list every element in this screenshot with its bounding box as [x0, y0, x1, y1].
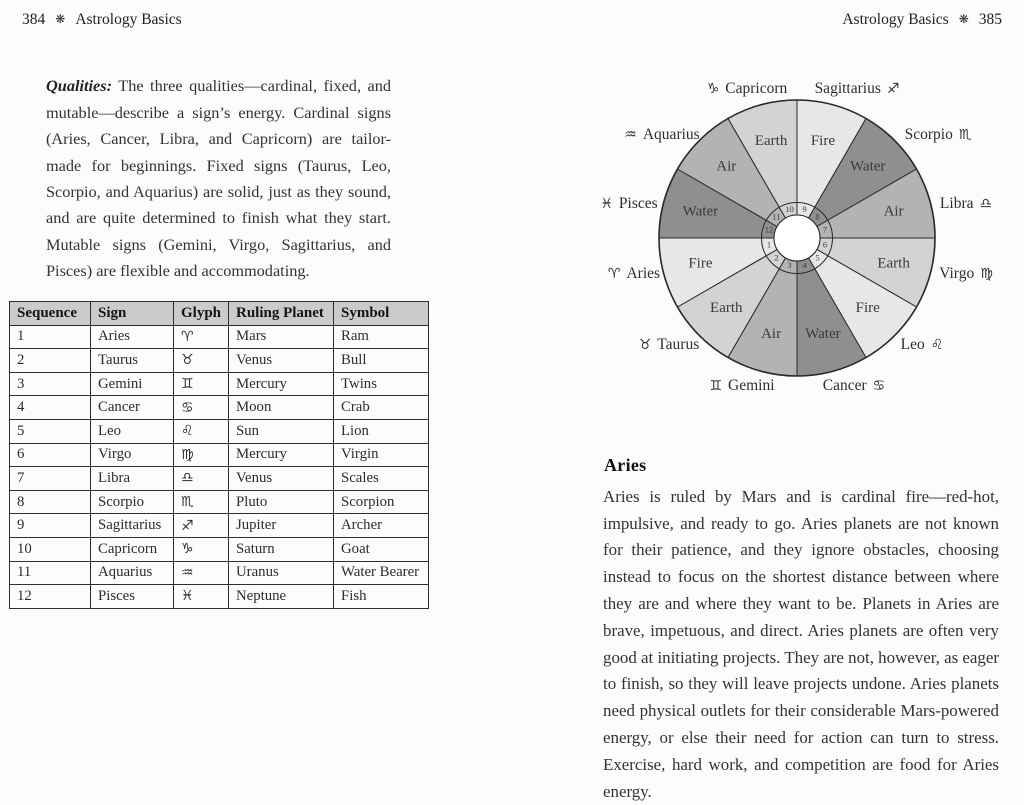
running-head-title-right: Astrology Basics — [842, 11, 949, 28]
table-cell: Crab — [334, 396, 429, 420]
page-number-left: 384 — [22, 11, 46, 28]
taurus-glyph-icon: ♉ — [174, 349, 229, 373]
table-header-ruling-planet: Ruling Planet — [229, 302, 334, 326]
table-cell: Cancer — [91, 396, 174, 420]
table-cell: 12 — [10, 585, 91, 609]
scorpio-glyph-icon: ♏ — [174, 490, 229, 514]
table-cell: Water Bearer — [334, 561, 429, 585]
house-number-2: 2 — [774, 252, 779, 263]
cancer-glyph-icon: ♋ — [872, 378, 886, 394]
table-cell: Scorpio — [91, 490, 174, 514]
aries-section-paragraph: Aries is ruled by Mars and is cardinal fire—red-hot, impulsive, and ready to go. Aries planets are not known for their patience, and they ignore obstacles, choosing instead to focus on the shortest distance between where they are and where they want to be. Planets in Aries are brave, impetuous, and direct. Aries planets are often very good at initiating projects. They are not, however, as eager to finish, so they will leave projects undone. Aries planets need physical outlets for their considerable Mars-powered energy, or else their need for action can turn to stress. Exercise, hard work, and competition are food for Aries energy. — [603, 486, 999, 801]
wheel-label-text: Scorpio — [904, 126, 953, 143]
table-head — [10, 302, 429, 326]
table-cell: Moon — [229, 396, 334, 420]
table-row-taurus — [10, 349, 429, 373]
table-cell: Jupiter — [229, 514, 334, 538]
table-cell: Goat — [334, 537, 429, 561]
aquarius-glyph-icon: ♒ — [624, 127, 637, 143]
table-cell: Archer — [334, 514, 429, 538]
table-row-sagittarius — [10, 514, 429, 538]
house-number-8: 8 — [815, 211, 820, 222]
wheel-label-text: Pisces — [618, 195, 658, 212]
aries-glyph-icon: ♈ — [174, 325, 229, 349]
table-row-leo — [10, 419, 429, 443]
table-cell: 8 — [10, 490, 91, 514]
table-cell: Twins — [334, 372, 429, 396]
table-cell: Aries — [91, 325, 174, 349]
qualities-paragraph — [46, 73, 391, 284]
table-cell: Ram — [334, 325, 429, 349]
aquarius-glyph-icon: ♒ — [174, 561, 229, 585]
table-cell: Libra — [91, 467, 174, 491]
table-header-glyph: Glyph — [174, 302, 229, 326]
table-cell: Gemini — [91, 372, 174, 396]
table-body — [10, 325, 429, 608]
wheel-label-text: Aquarius — [642, 126, 700, 143]
wheel-label-text: Aries — [626, 265, 661, 282]
table-header-sign: Sign — [91, 302, 174, 326]
table-cell: 10 — [10, 537, 91, 561]
table-cell: Fish — [334, 585, 429, 609]
table-cell: Leo — [91, 419, 174, 443]
table-header-symbol: Symbol — [334, 302, 429, 326]
sagittarius-glyph-icon: ♐ — [886, 81, 900, 97]
table-row-scorpio — [10, 490, 429, 514]
house-number-4: 4 — [802, 259, 807, 270]
element-label-air: Air — [716, 158, 737, 175]
table-cell: Virgo — [91, 443, 174, 467]
table-row-capricorn — [10, 537, 429, 561]
table-cell: Virgin — [334, 443, 429, 467]
wheel-label-text: Taurus — [657, 336, 700, 353]
running-head-right — [842, 11, 1002, 29]
house-number-5: 5 — [815, 252, 820, 263]
wheel-label-text: Libra — [939, 195, 974, 212]
table-row-gemini — [10, 372, 429, 396]
capricorn-glyph-icon: ♑ — [174, 537, 229, 561]
table-row-aries — [10, 325, 429, 349]
cancer-glyph-icon: ♋ — [174, 396, 229, 420]
table-row-virgo — [10, 443, 429, 467]
element-label-water: Water — [805, 326, 841, 343]
table-cell: Taurus — [91, 349, 174, 373]
running-head-title-left: Astrology Basics — [75, 11, 182, 28]
wheel-label-cancer — [823, 377, 885, 395]
table-cell: 5 — [10, 419, 91, 443]
flower-ornament-icon: ❋ — [55, 12, 66, 26]
wheel-label-capricorn — [707, 80, 788, 98]
qualities-lead-label: Qualities: — [46, 76, 113, 96]
wheel-label-text: Capricorn — [725, 80, 788, 97]
wheel-label-aquarius — [624, 126, 699, 144]
table-cell: Lion — [334, 419, 429, 443]
page-number-right: 385 — [978, 11, 1002, 28]
element-label-earth: Earth — [710, 300, 743, 317]
table-row-libra — [10, 467, 429, 491]
sagittarius-glyph-icon: ♐ — [174, 514, 229, 538]
table-cell: Venus — [229, 467, 334, 491]
wheel-label-leo — [901, 336, 944, 354]
table-cell: Uranus — [229, 561, 334, 585]
leo-glyph-icon: ♌ — [930, 337, 944, 353]
table-cell: 1 — [10, 325, 91, 349]
element-label-air: Air — [883, 203, 904, 220]
running-head-left — [22, 11, 182, 29]
table-row-aquarius — [10, 561, 429, 585]
pisces-glyph-icon: ♓ — [174, 585, 229, 609]
pisces-glyph-icon: ♓ — [600, 196, 613, 212]
table-cell: Pluto — [229, 490, 334, 514]
house-number-12: 12 — [764, 224, 774, 235]
element-label-earth: Earth — [754, 132, 788, 149]
wheel-label-gemini — [709, 377, 774, 395]
table-cell: Saturn — [229, 537, 334, 561]
wheel-center-circle — [774, 215, 820, 261]
qualities-body-text: The three qualities—cardinal, fixed, and mutable—describe a sign’s energy. Cardinal signs (Aries, Cancer, Libra, and Capricorn) are tailor-made for beginnings. Fixed signs (Taurus, Leo, Scorpio, and Aquarius) are solid, just as they sound, and are quite determined to finish what they start. Mutable signs (Gemini, Virgo, Sagittarius, and Pisces) are flexible and accommodating. — [46, 76, 392, 281]
wheel-label-pisces — [600, 195, 657, 213]
flower-ornament-icon: ❋ — [958, 12, 969, 26]
table-cell: Neptune — [229, 585, 334, 609]
aries-section-heading: Aries — [604, 454, 647, 475]
element-label-air: Air — [761, 326, 782, 343]
table-header-sequence: Sequence — [10, 302, 91, 326]
libra-glyph-icon: ♎ — [979, 196, 993, 212]
house-number-10: 10 — [785, 203, 794, 214]
wheel-label-scorpio — [905, 126, 972, 144]
wheel-label-taurus — [639, 336, 700, 354]
table-cell: Venus — [229, 349, 334, 373]
wheel-label-text: Cancer — [822, 377, 867, 394]
table-cell: Mercury — [229, 443, 334, 467]
element-label-fire: Fire — [688, 255, 713, 272]
table-cell: Aquarius — [91, 561, 174, 585]
house-number-1: 1 — [766, 239, 772, 250]
house-number-7: 7 — [822, 224, 828, 235]
table-cell: Pisces — [91, 585, 174, 609]
table-cell: 11 — [10, 561, 91, 585]
house-number-9: 9 — [802, 203, 807, 214]
table-cell: 3 — [10, 372, 91, 396]
house-number-6: 6 — [822, 239, 828, 250]
gemini-glyph-icon: ♊ — [174, 372, 229, 396]
element-label-fire: Fire — [855, 300, 880, 317]
taurus-glyph-icon: ♉ — [638, 337, 652, 353]
scorpio-glyph-icon: ♏ — [958, 127, 972, 143]
wheel-label-text: Sagittarius — [814, 80, 881, 97]
table-cell: 4 — [10, 396, 91, 420]
table-cell: 9 — [10, 514, 91, 538]
table-cell: Capricorn — [91, 537, 174, 561]
table-cell: 2 — [10, 349, 91, 373]
wheel-label-libra — [940, 195, 992, 213]
table-cell: 7 — [10, 467, 91, 491]
wheel-label-text: Leo — [900, 336, 925, 353]
table-row-cancer — [10, 396, 429, 420]
gemini-glyph-icon: ♊ — [709, 378, 723, 394]
element-label-fire: Fire — [810, 132, 835, 149]
table-cell: Mercury — [229, 372, 334, 396]
wheel-label-aries — [608, 265, 660, 283]
capricorn-glyph-icon: ♑ — [706, 81, 720, 97]
virgo-glyph-icon: ♍ — [174, 443, 229, 467]
table-row-pisces — [10, 585, 429, 609]
house-number-11: 11 — [772, 211, 781, 222]
table-cell: 6 — [10, 443, 91, 467]
virgo-glyph-icon: ♍ — [980, 266, 993, 282]
wheel-label-sagittarius — [815, 80, 900, 98]
element-label-earth: Earth — [877, 255, 910, 272]
aries-glyph-icon: ♈ — [607, 266, 621, 282]
table-cell: Scales — [334, 467, 429, 491]
table-cell: Bull — [334, 349, 429, 373]
element-label-water: Water — [682, 203, 719, 220]
table-header-row — [10, 302, 429, 326]
wheel-label-text: Gemini — [728, 377, 775, 394]
libra-glyph-icon: ♎ — [174, 467, 229, 491]
table-cell: Sagittarius — [91, 514, 174, 538]
table-cell: Scorpion — [334, 490, 429, 514]
house-number-3: 3 — [787, 259, 792, 270]
table-cell: Mars — [229, 325, 334, 349]
wheel-label-virgo — [939, 265, 993, 283]
table-cell: Sun — [229, 419, 334, 443]
zodiac-table — [9, 301, 429, 609]
wheel-label-text: Virgo — [939, 265, 975, 282]
leo-glyph-icon: ♌ — [174, 419, 229, 443]
element-label-water: Water — [849, 158, 886, 175]
